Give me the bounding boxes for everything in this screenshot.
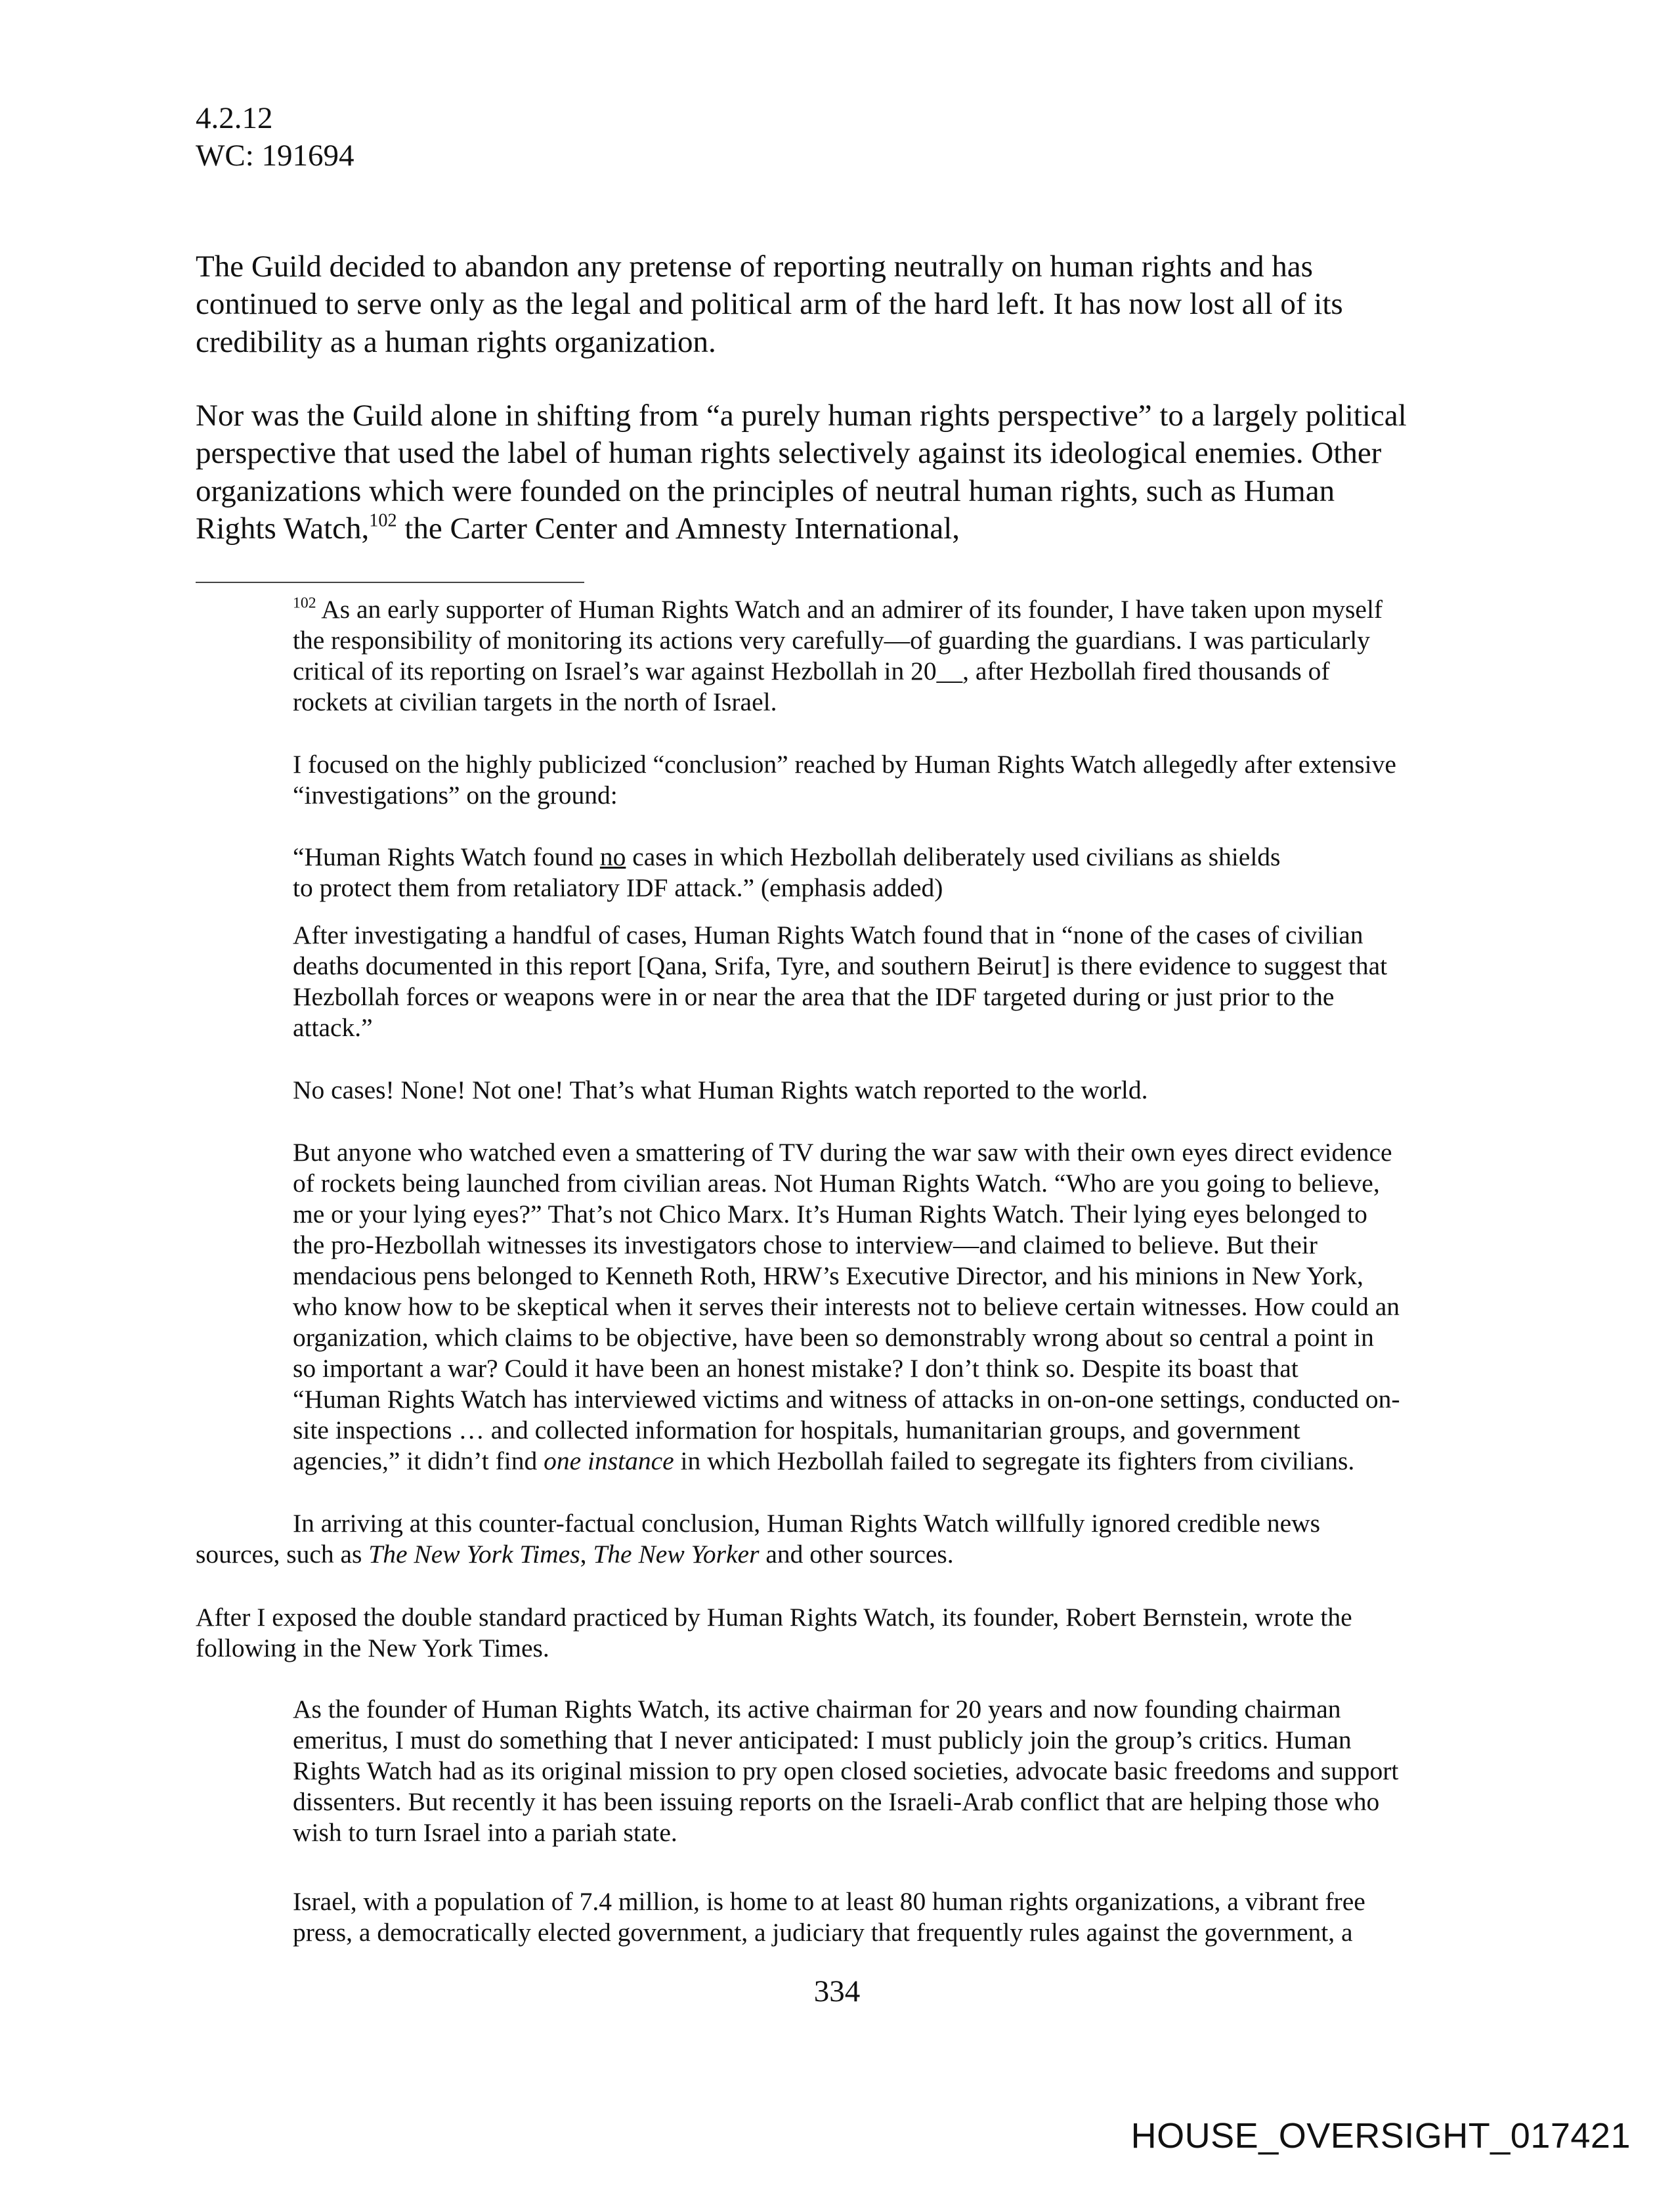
text-line: Rights Watch had as its original mission to pry open closed societies, advocate basic freedoms and support [293,1756,1399,1785]
text-line: who know how to be skeptical when it serves their interests not to believe certain witnesses. How could an [293,1292,1400,1321]
text-line: wish to turn Israel into a pariah state. [293,1818,677,1847]
footnote-quote-hrw [293,842,1280,903]
styled-text: no [599,842,626,871]
text-line: “Human Rights Watch has interviewed victims and witness of attacks in on-on-one settings, conducted on- [293,1385,1400,1414]
text-segment: Rights Watch, [196,511,370,546]
text-line: “investigations” on the ground: [293,781,618,810]
page-number: 334 [813,1974,861,2008]
text-line: perspective that used the label of human rights selectively against its ideological enemies. Other [196,436,1382,471]
text-line: organization, which claims to be objective, have been so demonstrably wrong about so central a point in [293,1323,1374,1352]
text-line: But anyone who watched even a smattering of TV during the war saw with their own eyes direct evidence [293,1138,1392,1167]
document-header [196,100,354,175]
text-line: Nor was the Guild alone in shifting from “a purely human rights perspective” to a largely political [196,399,1407,433]
text-segment: agencies,” it didn’t find [293,1446,544,1475]
text-line: After investigating a handful of cases, Human Rights Watch found that in “none of the cases of civilian [293,921,1363,949]
text-line: No cases! None! Not one! That’s what Human Rights watch reported to the world. [293,1075,1148,1104]
text-line: continued to serve only as the legal and political arm of the hard left. It has now lost all of its [196,287,1343,322]
text-line: In arriving at this counter-factual conclusion, Human Rights Watch willfully ignored credible news [293,1509,1321,1538]
footnote-paragraph-7-rest [196,1539,954,1570]
styled-text: The New York Times [368,1540,580,1569]
footnote-paragraph-4 [293,920,1387,1043]
text-segment: “Human Rights Watch found [293,842,600,871]
text-line: so important a war? Could it have been an honest mistake? I don’t think so. Despite its boast that [293,1354,1298,1383]
text-line: the responsibility of monitoring its actions very carefully—of guarding the guardians. I was particularly [293,626,1371,655]
text-line: attack.” [293,1013,373,1042]
text-line [196,1539,954,1570]
text-line [293,1446,1400,1477]
text-line: critical of its reporting on Israel’s war against Hezbollah in 20__, after Hezbollah fired thousands of [293,657,1330,685]
footnote-paragraph-2 [293,749,1396,811]
footnote-reference: 102 [369,510,397,531]
body-paragraph-1 [196,248,1343,361]
styled-text: one instance [544,1446,674,1475]
footnote-paragraph-5 [293,1075,1148,1106]
text-line: me or your lying eyes?” That’s not Chico Marx. It’s Human Rights Watch. Their lying eyes belonged to [293,1200,1367,1228]
bates-stamp: HOUSE_OVERSIGHT_017421 [1130,2116,1631,2156]
text-line: As the founder of Human Rights Watch, its active chairman for 20 years and now founding chairman [293,1695,1341,1724]
text-line [293,594,1383,625]
text-segment: the Carter Center and Amnesty International, [397,511,960,546]
text-line: of rockets being launched from civilian areas. Not Human Rights Watch. “Who are you going to believe, [293,1169,1380,1198]
footnote-bernstein-quote-1 [293,1694,1398,1848]
word-count-line: WC: 191694 [196,139,354,173]
text-line: credibility as a human rights organization. [196,324,716,359]
text-line: After I exposed the double standard practiced by Human Rights Watch, its founder, Robert Bernstein, wrote the [196,1603,1352,1632]
text-line: organizations which were founded on the principles of neutral human rights, such as Human [196,473,1335,508]
text-segment: As an early supporter of Human Rights Watch and an admirer of its founder, I have taken upon myself [316,595,1383,624]
text-line: the pro-Hezbollah witnesses its investigators chose to interview—and claimed to believe. But their [293,1230,1318,1259]
text-line: press, a democratically elected government, a judiciary that frequently rules against the government, a [293,1918,1353,1947]
text-segment: and other sources. [759,1540,954,1569]
text-line: deaths documented in this report [Qana, Srifa, Tyre, and southern Beirut] is there evidence to suggest that [293,951,1388,980]
body-paragraph-2 [196,397,1407,548]
text-line: I focused on the highly publicized “conclusion” reached by Human Rights Watch allegedly after extensive [293,750,1396,779]
footnote-separator [196,582,584,583]
text-line: dissenters. But recently it has been issuing reports on the Israeli-Arab conflict that are helping those who [293,1787,1380,1816]
text-segment: cases in which Hezbollah deliberately used civilians as shields [626,842,1281,871]
footnote-102-paragraph-1 [293,594,1383,718]
text-line: Israel, with a population of 7.4 million, is home to at least 80 human rights organizations, a vibrant free [293,1887,1365,1916]
footnote-paragraph-7-first [293,1508,1320,1539]
text-segment: in which Hezbollah failed to segregate its fighters from civilians. [674,1446,1355,1475]
text-line [293,842,1280,873]
styled-text: The New Yorker [593,1540,760,1569]
text-line: The Guild decided to abandon any pretense of reporting neutrally on human rights and has [196,249,1313,284]
footnote-reference: 102 [293,594,316,612]
text-line: site inspections … and collected information for hospitals, humanitarian groups, and government [293,1416,1300,1444]
text-line: rockets at civilian targets in the north of Israel. [293,687,777,716]
text-segment: , [580,1540,593,1569]
date-line: 4.2.12 [196,101,273,135]
text-line [196,510,1407,548]
footnote-paragraph-8 [196,1602,1352,1664]
text-line: following in the New York Times. [196,1634,549,1662]
text-segment: sources, such as [196,1540,369,1569]
text-line: emeritus, I must do something that I never anticipated: I must publicly join the group’s critics. Human [293,1725,1352,1754]
footnote-bernstein-quote-2 [293,1886,1365,1948]
text-line: to protect them from retaliatory IDF attack.” (emphasis added) [293,873,943,902]
footnote-paragraph-6 [293,1137,1400,1477]
text-line: Hezbollah forces or weapons were in or near the area that the IDF targeted during or just prior to the [293,982,1335,1011]
text-line: mendacious pens belonged to Kenneth Roth, HRW’s Executive Director, and his minions in New York, [293,1261,1363,1290]
